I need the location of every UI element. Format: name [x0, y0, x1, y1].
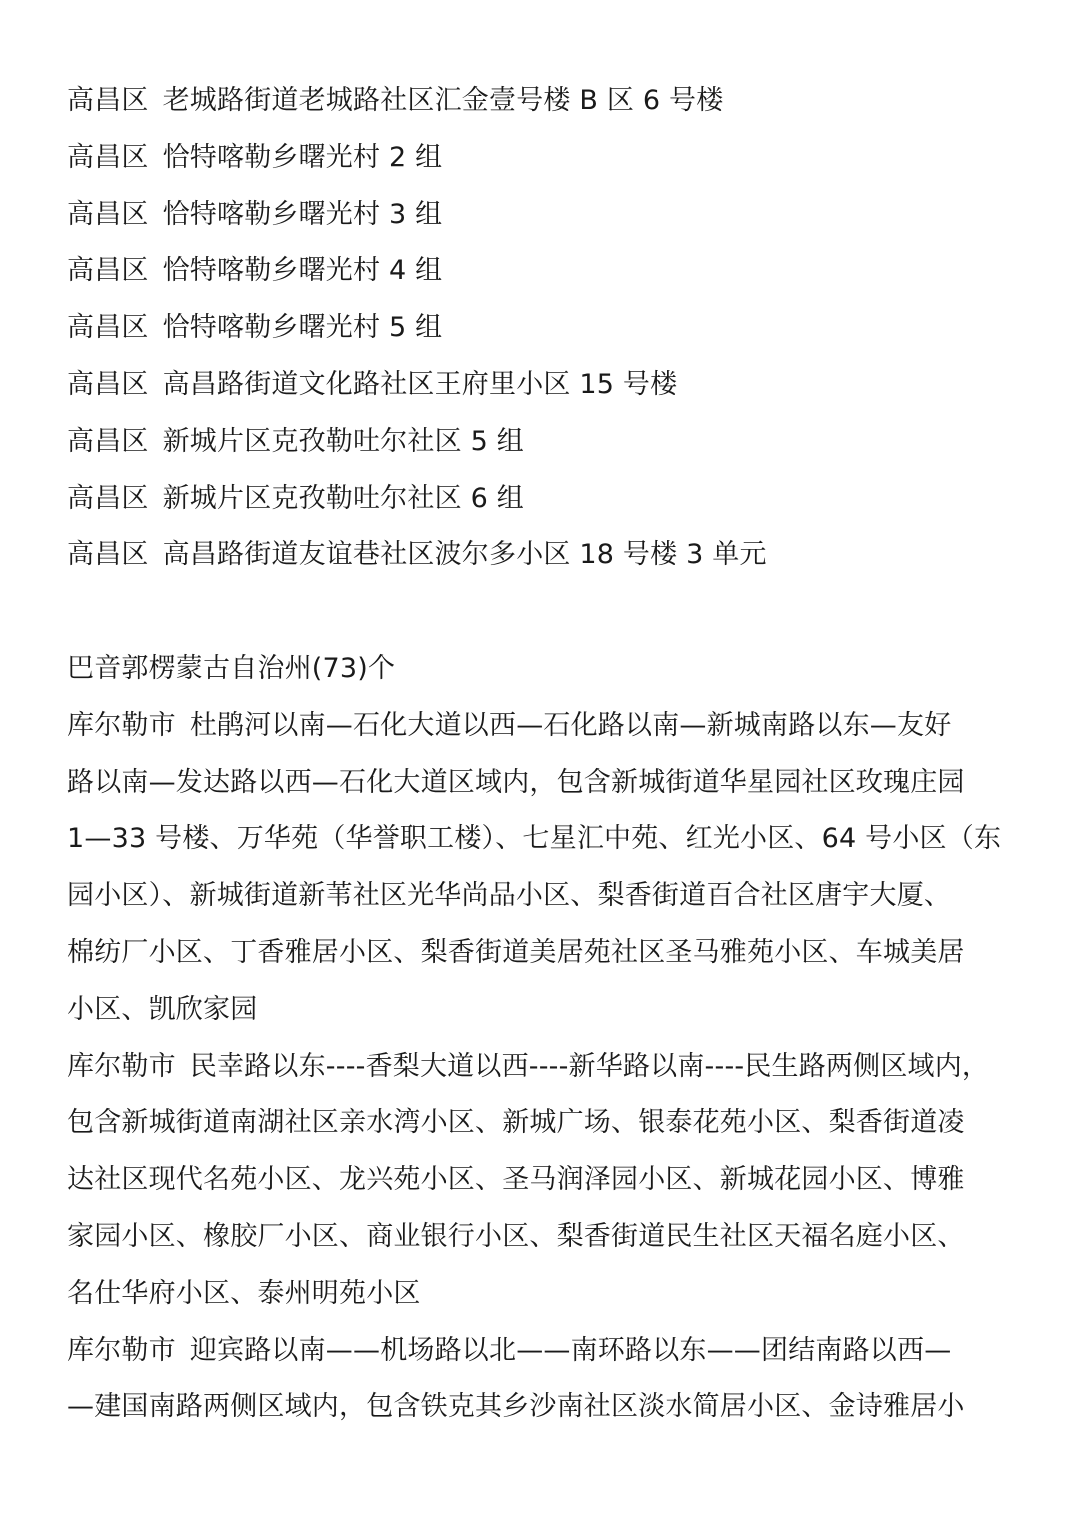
address-text: 新城片区克孜勒吐尔社区 6 组	[162, 482, 524, 514]
district-name: 高昌区	[67, 85, 149, 116]
address-line	[67, 243, 1017, 300]
address-entry	[67, 1323, 1017, 1437]
entry-text: 迎宾路以南——机场路以北——南环路以东——团结南路以西—	[189, 1334, 952, 1366]
district-name: 高昌区	[67, 425, 149, 457]
entry-line: 园小区）、新城街道新苇社区光华尚品小区、梨香街道百合社区唐宇大厦、	[67, 880, 952, 912]
entry-text: 民幸路以东----香梨大道以西----新华路以南----民生路两侧区域内，	[189, 1050, 990, 1082]
entry-line: 达社区现代名苑小区、龙兴苑小区、圣马润泽园小区、新城花园小区、博雅	[67, 1164, 965, 1196]
entry-line	[67, 1323, 1017, 1380]
district-name: 高昌区	[67, 368, 149, 400]
address-text: 老城路街道老城路社区汇金壹号楼 B 区 6 号楼	[162, 85, 724, 116]
address-line	[67, 73, 1017, 130]
district-name: 高昌区	[67, 141, 149, 173]
address-line	[67, 414, 1017, 471]
district-name: 高昌区	[67, 482, 149, 514]
entry-line: 小区、凯欣家园	[67, 993, 258, 1025]
address-line	[67, 471, 1017, 528]
address-line	[67, 527, 1017, 584]
entry-line: 棉纺厂小区、丁香雅居小区、梨香街道美居苑社区圣马雅苑小区、车城美居	[67, 936, 965, 968]
address-text: 新城片区克孜勒吐尔社区 5 组	[162, 425, 524, 457]
district-name: 高昌区	[67, 255, 149, 287]
address-line	[67, 357, 1017, 414]
address-text: 高昌路街道友谊巷社区波尔多小区 18 号楼 3 单元	[162, 539, 767, 571]
entry-line: 路以南—发达路以西—石化大道区域内，包含新城街道华星园社区玫瑰庄园	[67, 766, 965, 798]
district-name: 高昌区	[67, 198, 149, 230]
district-name: 高昌区	[67, 312, 149, 344]
entry-line: 名仕华府小区、泰州明苑小区	[67, 1277, 421, 1309]
district-name: 库尔勒市	[67, 709, 176, 741]
entry-line	[67, 698, 1017, 755]
district-name: 高昌区	[67, 539, 149, 571]
district-name: 库尔勒市	[67, 1334, 176, 1366]
address-line	[67, 300, 1017, 357]
address-text: 高昌路街道文化路社区王府里小区 15 号楼	[162, 368, 678, 400]
entry-line: 1—33 号楼、万华苑（华誉职工楼）、七星汇中苑、红光小区、64 号小区（东	[67, 823, 1002, 855]
address-line	[67, 130, 1017, 187]
address-text: 恰特喀勒乡曙光村 4 组	[162, 255, 443, 287]
entry-line: —建国南路两侧区域内，包含铁克其乡沙南社区淡水简居小区、金诗雅居小	[67, 1391, 965, 1423]
address-entry	[67, 698, 1017, 1039]
address-line	[67, 187, 1017, 244]
entry-line: 包含新城街道南湖社区亲水湾小区、新城广场、银泰花苑小区、梨香街道凌	[67, 1107, 965, 1139]
address-text: 恰特喀勒乡曙光村 5 组	[162, 312, 443, 344]
section-heading: 巴音郭楞蒙古自治州(73)个	[67, 652, 396, 684]
district-name: 库尔勒市	[67, 1050, 176, 1082]
address-text: 恰特喀勒乡曙光村 3 组	[162, 198, 443, 230]
entry-line	[67, 1039, 1017, 1096]
blank-line	[67, 584, 1017, 641]
entry-text: 杜鹃河以南—石化大道以西—石化路以南—新城南路以东—友好	[189, 709, 952, 741]
address-entry	[67, 1039, 1017, 1323]
document-page	[67, 73, 1017, 1436]
entry-line: 家园小区、橡胶厂小区、商业银行小区、梨香街道民生社区天福名庭小区、	[67, 1220, 965, 1252]
address-text: 恰特喀勒乡曙光村 2 组	[162, 141, 443, 173]
